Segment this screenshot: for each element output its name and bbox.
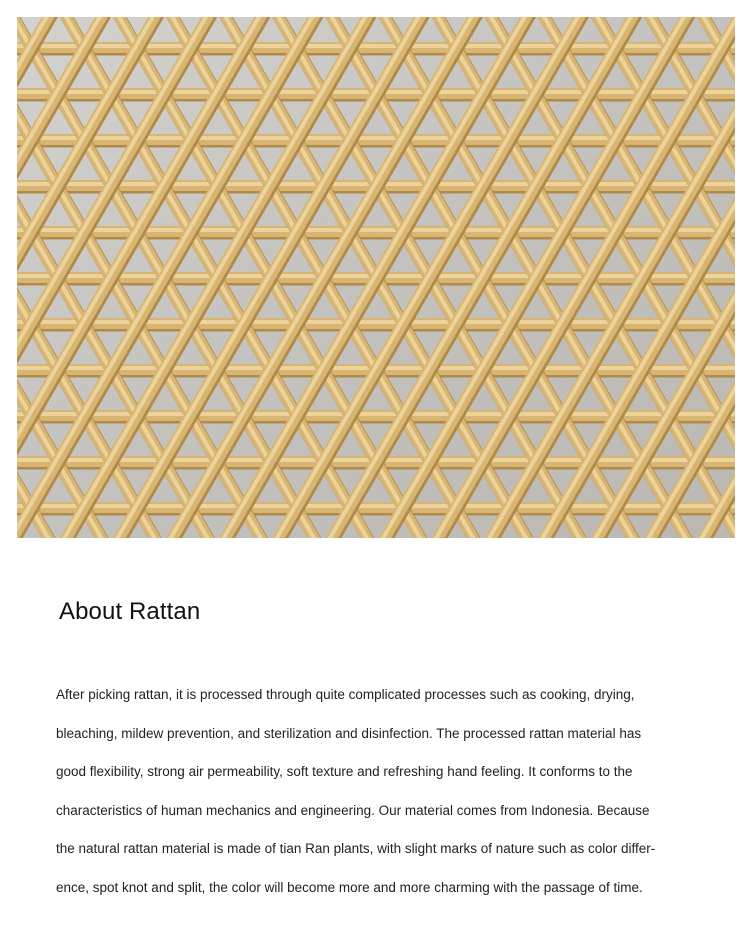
description-line-1: After picking rattan, it is processed through quite complicated processes such as cooking, drying, bbox=[56, 687, 635, 702]
rattan-weave-illustration bbox=[17, 17, 735, 538]
description-line-2: bleaching, mildew prevention, and sterilization and disinfection. The processed rattan material has bbox=[56, 725, 642, 741]
about-rattan-heading: About Rattan bbox=[59, 598, 201, 625]
description-line-5: the natural rattan material is made of tian Ran plants, with slight marks of nature such as color differ- bbox=[56, 841, 656, 857]
description-line-4: characteristics of human mechanics and engineering. Our material comes from Indonesia. Because bbox=[56, 802, 650, 818]
description-line-3: good flexibility, strong air permeability, soft texture and refreshing hand feeling. It conforms to the bbox=[56, 764, 633, 780]
description-line-6: ence, spot knot and split, the color will become more and more charming with the passage of time. bbox=[56, 879, 643, 895]
rattan-hero-image bbox=[17, 17, 735, 538]
about-rattan-description bbox=[56, 676, 696, 908]
